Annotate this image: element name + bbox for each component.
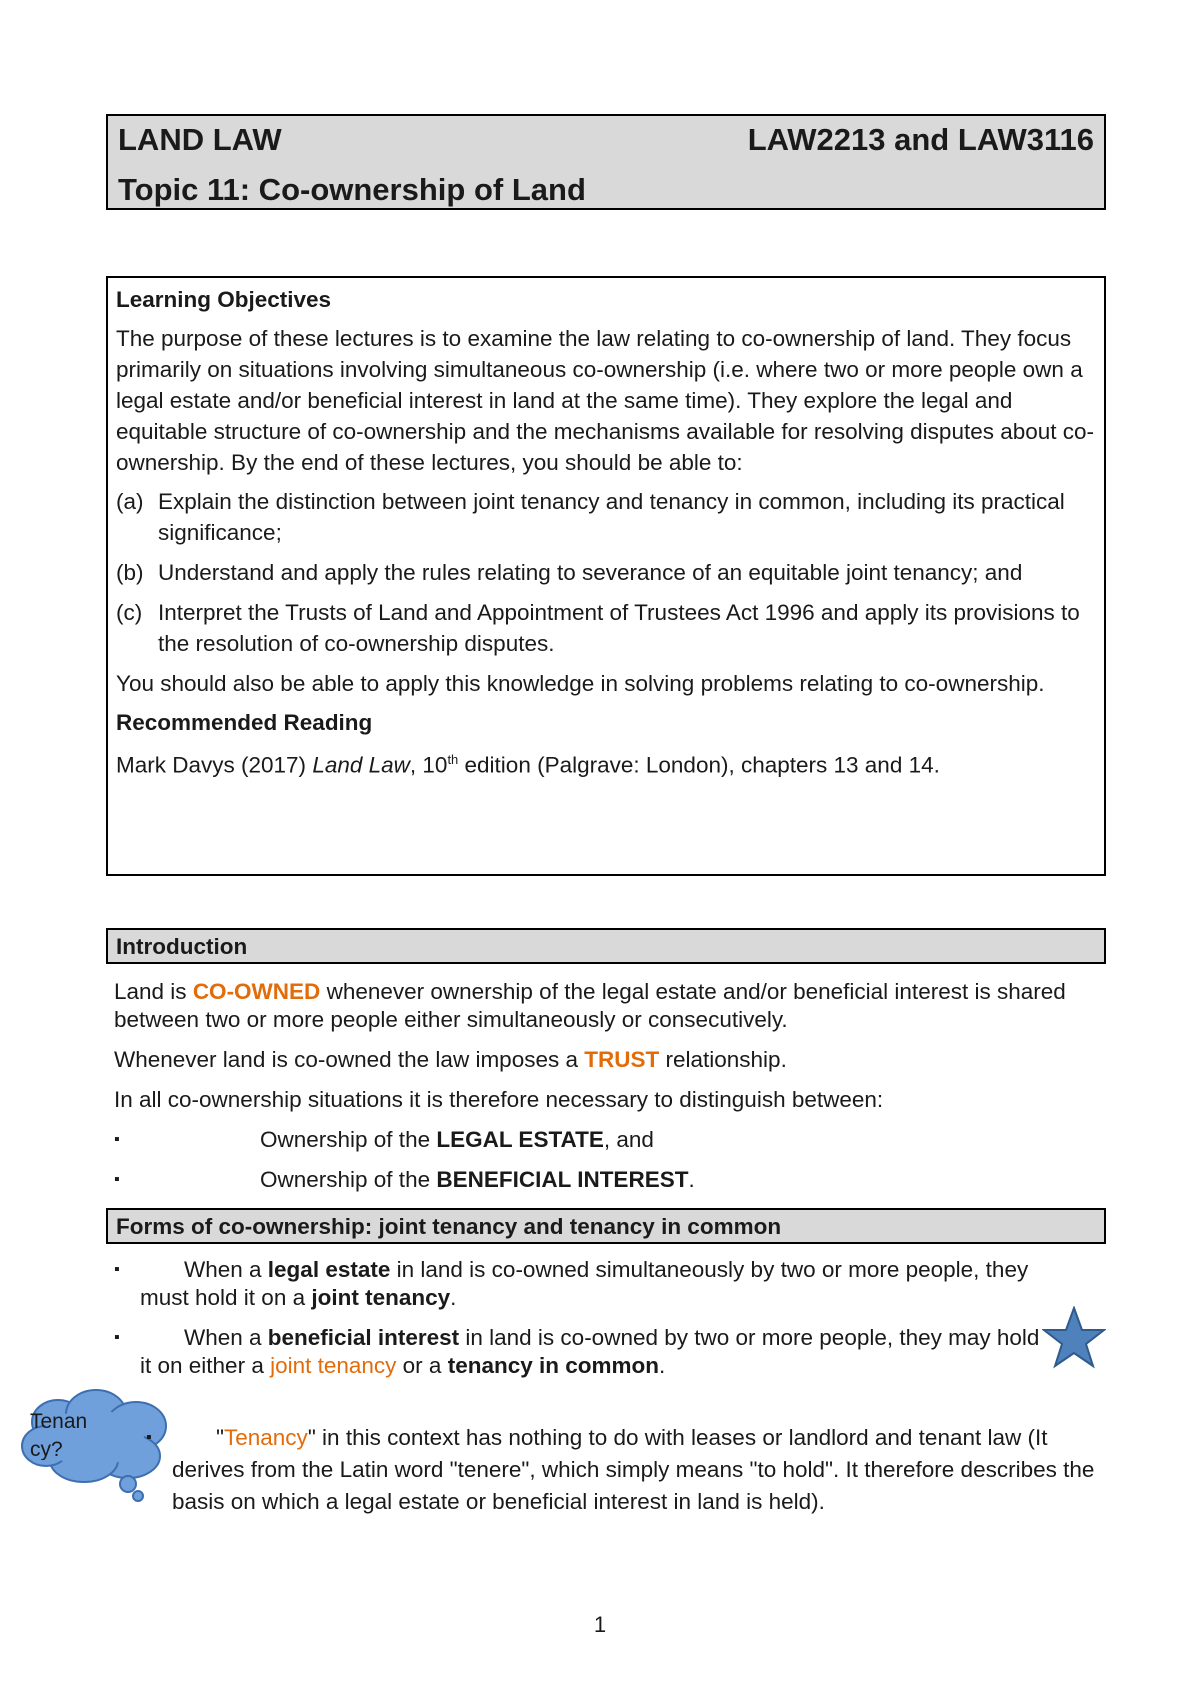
objectives-intro: The purpose of these lectures is to examine the law relating to co-ownership of land. They focus primarily on situations involving simultaneous co-ownership (i.e. where two or more people own a legal estate and/or beneficial interest in land at the same time). They explore the legal and equitable structure of co-ownership and the mechanisms available for resolving disputes about co-ownership. By the end of these lectures, you should be able to:: [116, 326, 1095, 475]
page-number: 1: [593, 1612, 607, 1637]
joint-tenancy-term: joint tenancy: [270, 1353, 397, 1378]
item-text: Understand and apply the rules relating to severance of an equitable joint tenancy; and: [158, 560, 1023, 585]
item-label: (c): [116, 600, 143, 625]
text-run: Ownership of the: [260, 1127, 437, 1152]
bullet-icon: ▪: [114, 1131, 120, 1148]
objectives-closing: You should also be able to apply this knowledge in solving problems relating to co-ownership.: [116, 671, 1045, 696]
intro-paragraph-1: [114, 978, 1104, 1034]
beneficial-interest-term: BENEFICIAL INTEREST: [436, 1167, 689, 1192]
text-run: in land is co-owned by two or more people, they may hold it on either a: [140, 1325, 1040, 1378]
beneficial-interest-term: beneficial interest: [267, 1325, 460, 1350]
reading-heading: Recommended Reading: [116, 710, 373, 735]
bullet-text: [140, 1324, 1044, 1380]
forms-heading: Forms of co-ownership: joint tenancy and tenancy in common: [106, 1208, 1106, 1244]
item-label: (b): [116, 560, 144, 585]
text-run: ": [216, 1425, 224, 1450]
objectives-list: [116, 486, 1096, 659]
text-run: Ownership of the: [260, 1167, 437, 1192]
bullet-icon: ▪: [114, 1261, 120, 1278]
reading-rest: edition (Palgrave: London), chapters 13 and 14.: [458, 752, 940, 778]
bullet-text: [140, 1256, 1044, 1312]
text-run: whenever ownership of the legal estate and/or beneficial interest is shared between two or more people either simultaneously or consecutively.: [114, 979, 1066, 1032]
bullet-text: [144, 1166, 695, 1194]
bullet-text: [172, 1422, 1096, 1518]
callout-text: [30, 1408, 120, 1460]
tenancy-in-common-term: tenancy in common: [447, 1353, 659, 1378]
item-text: Interpret the Trusts of Land and Appointment of Trustees Act 1996 and apply its provisions to the resolution of co-ownership disputes.: [158, 600, 1080, 656]
tenancy-term: Tenancy: [224, 1425, 308, 1450]
text-run: " in this context has nothing to do with leases or landlord and tenant law (It derives from the Latin word "tenere", which simply means "to hold". It therefore describes the basis on which a legal estate or beneficial interest in land is held).: [172, 1425, 1095, 1514]
list-item: [146, 1422, 1096, 1518]
tenancy-paragraph: [146, 1422, 1096, 1530]
text-run: Whenever land is co-owned the law imposes a: [114, 1047, 585, 1072]
text-run: When a: [184, 1325, 268, 1350]
text-run: .: [688, 1167, 695, 1192]
trust-term: TRUST: [584, 1047, 660, 1072]
list-item: [114, 1166, 1104, 1194]
list-item: [114, 1324, 1044, 1380]
document-header: [106, 114, 1106, 210]
text-run: When a: [184, 1257, 268, 1282]
item-text: Explain the distinction between joint tenancy and tenancy in common, including its practical significance;: [158, 489, 1065, 545]
text-run: .: [659, 1353, 666, 1378]
forms-body: [114, 1256, 1044, 1392]
callout-line-2: cy?: [30, 1438, 63, 1460]
introduction-heading: Introduction: [106, 928, 1106, 964]
reading-author: Mark Davys (2017): [116, 752, 313, 778]
topic-title: Topic 11: Co-ownership of Land: [118, 172, 586, 207]
list-item: [114, 1256, 1044, 1312]
list-item: [116, 557, 1096, 588]
text-run: Land is: [114, 979, 193, 1004]
learning-objectives-box: [106, 276, 1106, 876]
co-owned-term: CO-OWNED: [192, 979, 321, 1004]
bullet-icon: ▪: [114, 1329, 120, 1346]
intro-paragraph-3: In all co-ownership situations it is therefore necessary to distinguish between:: [114, 1087, 884, 1112]
intro-paragraph-2: [114, 1046, 1104, 1074]
course-codes: LAW2213 and LAW3116: [747, 122, 1094, 157]
reading-edition: , 10: [409, 752, 448, 778]
bullet-icon: ▪: [146, 1429, 152, 1446]
reading-citation: [116, 744, 1096, 781]
text-run: relationship.: [659, 1047, 787, 1072]
list-item: [116, 486, 1096, 548]
text-run: , and: [603, 1127, 654, 1152]
reading-sup: th: [447, 752, 459, 767]
bullet-text: [144, 1126, 654, 1154]
list-item: [114, 1126, 1104, 1154]
text-run: .: [450, 1285, 457, 1310]
introduction-body: [114, 978, 1104, 1206]
reading-title: Land Law: [312, 752, 410, 778]
joint-tenancy-term: joint tenancy: [311, 1285, 451, 1310]
legal-estate-term: legal estate: [267, 1257, 391, 1282]
legal-estate-term: LEGAL ESTATE: [436, 1127, 604, 1152]
star-icon: [1042, 1306, 1106, 1370]
text-run: in land is co-owned simultaneously by two or more people, they must hold it on a: [140, 1257, 1029, 1310]
bullet-icon: ▪: [114, 1171, 120, 1188]
course-title: LAND LAW: [118, 122, 282, 157]
item-label: (a): [116, 489, 144, 514]
text-run: or a: [396, 1353, 448, 1378]
objectives-heading: Learning Objectives: [116, 287, 332, 312]
callout-line-1: Tenan: [30, 1410, 88, 1433]
list-item: [116, 597, 1096, 659]
